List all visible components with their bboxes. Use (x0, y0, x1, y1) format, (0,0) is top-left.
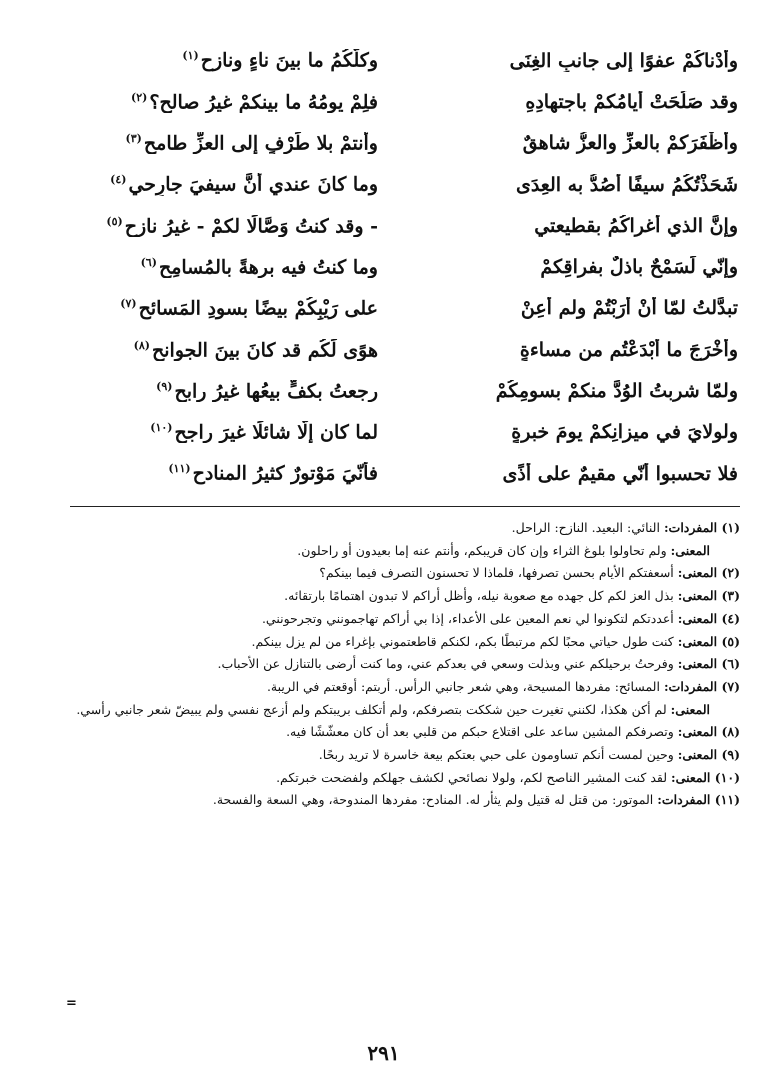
footnote-marker: (١١) (168, 462, 191, 476)
verse (70, 164, 738, 205)
footnote (64, 699, 740, 722)
footnote-label: (١) المفردات: (663, 520, 740, 535)
verse-text: وأنتمْ بلا طَرْفٍ إلى العزِّ طامحِ (143, 132, 378, 155)
footnote-label: المعنى: (670, 542, 710, 558)
verse-text: - وقد كنتُ وَصَّالًا لكمْ - غيرُ نازحِ (124, 215, 378, 237)
footnote-text: ولم تحاولوا بلوغ الثراء وإن كان قريبكم، وأنتم عنه إما بعيدون أو راحلون. (297, 542, 667, 558)
footnote (64, 631, 740, 654)
footnote-marker: (٣) (125, 132, 142, 146)
verse (70, 329, 738, 370)
verse-first-hemistich: وأظْفَرَكمْ بالعزِّ والعزُّ شاهقٌ (522, 132, 738, 155)
footnote-label: (٥) المعنى: (677, 633, 740, 649)
verse (70, 205, 738, 246)
footnote-label: (٧) المفردات: (663, 678, 740, 694)
footnote-label: المعنى: (670, 701, 710, 717)
footnote-text: المسائح: مفردها المسيحة، وهي شعر جانبي الرأس. أربتم: أوقعتم في الريبة. (266, 678, 660, 694)
continuation-mark: = (66, 996, 77, 1011)
poem (70, 40, 738, 494)
verse-text: رجعتُ بكفٍّ بيعُها غيرُ رابحِ (174, 380, 378, 403)
footnote-marker: (٨) (133, 338, 150, 352)
footnote (64, 721, 740, 744)
footnote-text: وتصرفكم المشين ساعد على اقتلاع حبكم من قلبي بعد أن كان معشّشًا فيه. (286, 724, 674, 740)
footnote-marker: (٥) (106, 214, 123, 228)
verse-second-hemistich (70, 91, 378, 113)
footnotes (64, 517, 740, 812)
verse-first-hemistich: ولمّا شربتُ الوُدَّ منكمْ بسومِكُمْ (495, 380, 738, 403)
footnote (64, 653, 740, 676)
footnote (64, 562, 740, 585)
verse-text: وما كنتُ فيه برهةً بالمُسامِحِ (158, 256, 378, 279)
verse-second-hemistich (70, 256, 378, 278)
footnote-label: (٨) المعنى: (677, 724, 740, 740)
footnote-divider (70, 506, 740, 507)
footnote-marker: (٩) (156, 379, 173, 393)
verse-text: وكلُّكُمُ ما بينَ ناءٍ ونازحِ (200, 49, 378, 72)
footnote-label: (٩) المعنى: (677, 747, 740, 763)
footnote-marker: (٦) (140, 255, 157, 269)
footnote-text: وفرحتُ برحيلكم عني وبذلت وسعي في بعدكم عني، وما كنت أرضى بالتنازل عن الأحباب. (217, 656, 674, 672)
footnote-label: (٦) المعنى: (677, 656, 740, 672)
footnote-text: كنت طول حياتي محبًا لكم مرتبطًا بكم، لكنكم قاطعتموني بإغراء من لم يزل بينكم. (251, 633, 674, 649)
footnote-label: (٣) المعنى: (677, 588, 740, 604)
verse-text: فأنّيَ مَوْتورٌ كثيرُ المنادحِ (192, 462, 378, 485)
verse-second-hemistich (70, 297, 378, 319)
footnote-text: بذل العز لكم كل جهده مع صعوبة نيله، وأظل أراكم لا تبدون اهتمامًا بارتقائه. (284, 588, 674, 604)
footnote-text: لم أكن هكذا، لكنني تغيرت حين شككت بتصرفكم، ولم أتكلف بريبتكم ولم أزعج نفسي ولم يبيضّ شعر جانبي رأسي. (76, 701, 667, 717)
verse-second-hemistich (70, 339, 378, 361)
footnote-label: (١١) المفردات: (657, 792, 740, 808)
footnote-label: (٤) المعنى: (677, 610, 740, 626)
verse-first-hemistich: ولولايَ في ميزانِكمْ يومَ خبرةٍ (511, 421, 738, 444)
verse-second-hemistich (70, 215, 378, 237)
footnote-text: وحين لمست أنكم تساومون على حبي بعتكم بيعة خاسرة لا تريد ربحًا. (318, 747, 674, 763)
verse-second-hemistich (70, 380, 378, 402)
verse (70, 370, 738, 411)
verse-first-hemistich: وأدْناكُمْ عفوًا إلى جانبِ الغِنَى (509, 49, 738, 72)
footnote (64, 608, 740, 631)
footnote-text: الموتور: من قتل له قتيل ولم يثأر له. المنادح: مفردها المندوحة، وهي السعة والفسحة. (212, 792, 654, 808)
verse-first-hemistich: وأخْرَجَ ما أبْدَعْتُم من مساءةٍ (519, 338, 738, 361)
verse-second-hemistich (70, 132, 378, 154)
footnote (64, 540, 740, 563)
verse-first-hemistich: وإنّي لَسَمْحٌ باذلٌ بفراقِكمْ (540, 256, 738, 279)
verse-first-hemistich: وإنَّ الذي أغراكُمُ بقطيعتي (534, 214, 738, 237)
footnote (64, 789, 740, 812)
verse (70, 412, 738, 453)
verse-text: هوًى لَكُم قد كانَ بينَ الجوانحِ (151, 338, 378, 361)
footnote (64, 676, 740, 699)
footnote-text: أسعفتكم الأيام بحسن تصرفها، فلماذا لا تحسنون التصرف فيما بينكم؟ (319, 565, 674, 581)
footnote-marker: (٧) (120, 297, 137, 311)
verse-first-hemistich: تبدَّلتُ لمّا أنْ أرَبْتُمْ ولم أُعِنْ (520, 297, 738, 320)
verse-first-hemistich: وقد صَلُحَتْ أيامُكمْ باجتهادِهِ (525, 90, 738, 113)
verse-text: على رَيْبِكُمْ بيضًا بسودِ المَسائحِ (138, 297, 378, 320)
verse (70, 288, 738, 329)
footnote-label: (١٠) المعنى: (671, 769, 740, 785)
footnote (64, 744, 740, 767)
page-number: ٢٩١ (367, 1041, 400, 1065)
verse-text: فلِمْ يومُهُ ما بينكمْ غيرُ صالحِ؟ (149, 91, 378, 114)
footnote-marker: (٢) (131, 90, 148, 104)
verse (70, 453, 738, 494)
footnote-text: النائي: البعيد. النازح: الراحل. (511, 520, 660, 535)
verse-second-hemistich (70, 49, 378, 71)
footnote-text: أعددتكم لتكونوا لي نعم المعين على الأعداء، إذا بي أراكم تهاجمونني وتجرحونني. (261, 610, 674, 626)
verse-second-hemistich (70, 173, 378, 195)
verse-text: لما كان إلّا شائلًا غيرَ راجحِ (174, 421, 378, 444)
footnote (64, 767, 740, 790)
footnote (64, 585, 740, 608)
footnote-marker: (١) (182, 49, 199, 63)
verse (70, 40, 738, 81)
verse-first-hemistich: فلا تحسبوا أنّي مقيمٌ على أذًى (502, 462, 738, 485)
verse-second-hemistich (70, 462, 378, 484)
verse (70, 246, 738, 287)
verse (70, 123, 738, 164)
verse-text: وما كانَ عندي أنَّ سيفيَ جارِحي (128, 173, 378, 196)
verse-second-hemistich (70, 421, 378, 443)
verse-first-hemistich: شَحَذْتُكُمُ سيفًا أصُدُّ به العِدَى (515, 173, 738, 196)
footnote-marker: (٤) (110, 173, 127, 187)
footnote-text: لقد كنت المشير الناصح لكم، ولولا نصائحي لكشف جهلكم ولفضحت خبرتكم. (276, 769, 668, 785)
footnote-label: (٢) المعنى: (677, 565, 740, 581)
footnote (64, 517, 740, 540)
verse (70, 81, 738, 122)
footnote-marker: (١٠) (150, 421, 173, 435)
